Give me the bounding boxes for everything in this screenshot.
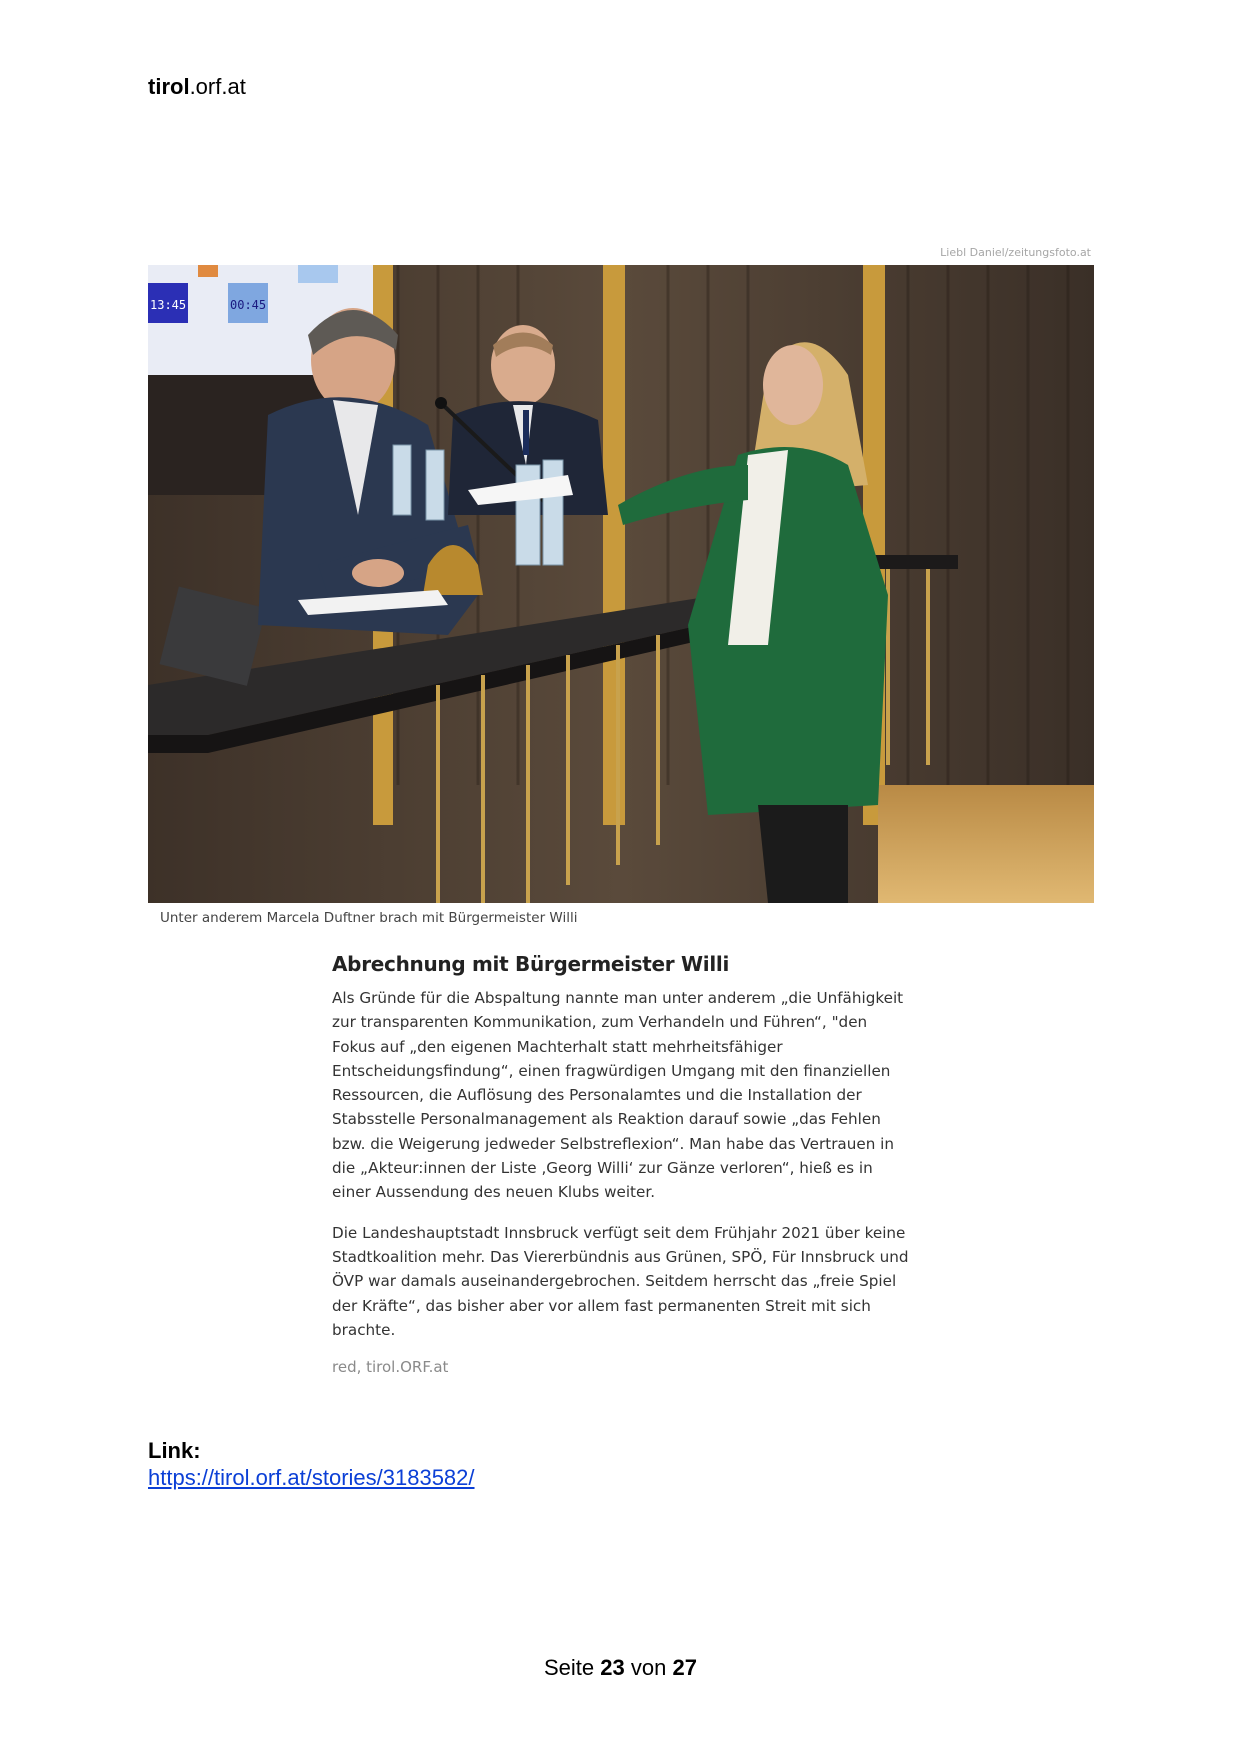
photo-credit: Liebl Daniel/zeitungsfoto.at [940, 246, 1091, 259]
brand-bold: tirol [148, 74, 190, 99]
photo-illustration [148, 265, 1094, 903]
page-footer [0, 1655, 1241, 1681]
footer-page-total: 27 [672, 1655, 697, 1680]
article-paragraph-2: Die Landeshauptstadt Innsbruck verfügt seit dem Frühjahr 2021 über keine Stadtkoalition mehr. Das Viererbündnis aus Grünen, SPÖ, Für Innsbruck und ÖVP war damals auseinandergebrochen. Seitdem herrscht das „freie Spiel der Kräfte“, das bisher aber vor allem fast permanenten Streit mit sich brachte. [332, 1223, 909, 1339]
article-title: Abrechnung mit Bürgermeister Willi [332, 952, 730, 976]
article-paragraph-1: Als Gründe für die Abspaltung nannte man unter anderem „die Unfähigkeit zur transparenten Kommunikation, zum Verhandeln und Führen“, "den Fokus auf „den eigenen Machterhalt statt mehrheitsfähiger Entscheidungsfindung“, einen fragwürdigen Umgang mit den finanziellen Ressourcen, die Auflösung des Personalamtes und die Installation der Stabsstelle Personalmanagement als Reaktion darauf sowie „das Fehlen bzw. die Weigerung jedweder Selbstreflexion“. Man habe das Vertrauen in die „Akteur:innen der Liste ‚Georg Willi‘ zur Gänze verloren“, hieß es in einer Aussendung des neuen Klubs weiter. [332, 989, 904, 1202]
screen-text-right: 00:45 [230, 298, 267, 312]
screen-text-left: 13:45 [150, 298, 187, 312]
site-header [148, 74, 246, 100]
article-photo [148, 265, 1094, 903]
footer-page-number: 23 [600, 1655, 625, 1680]
link-label: Link: [148, 1438, 201, 1463]
footer-middle: von [630, 1655, 667, 1680]
footer-prefix: Seite [544, 1655, 595, 1680]
article [332, 952, 912, 1376]
photo-caption: Unter anderem Marcela Duftner brach mit Bürgermeister Willi [160, 910, 578, 926]
story-link[interactable]: https://tirol.orf.at/stories/3183582/ [148, 1465, 475, 1490]
floor [878, 785, 1094, 903]
pillar-center [603, 265, 625, 825]
article-source: red, tirol.ORF.at [332, 1358, 449, 1377]
brand-rest: .orf.at [189, 74, 246, 99]
